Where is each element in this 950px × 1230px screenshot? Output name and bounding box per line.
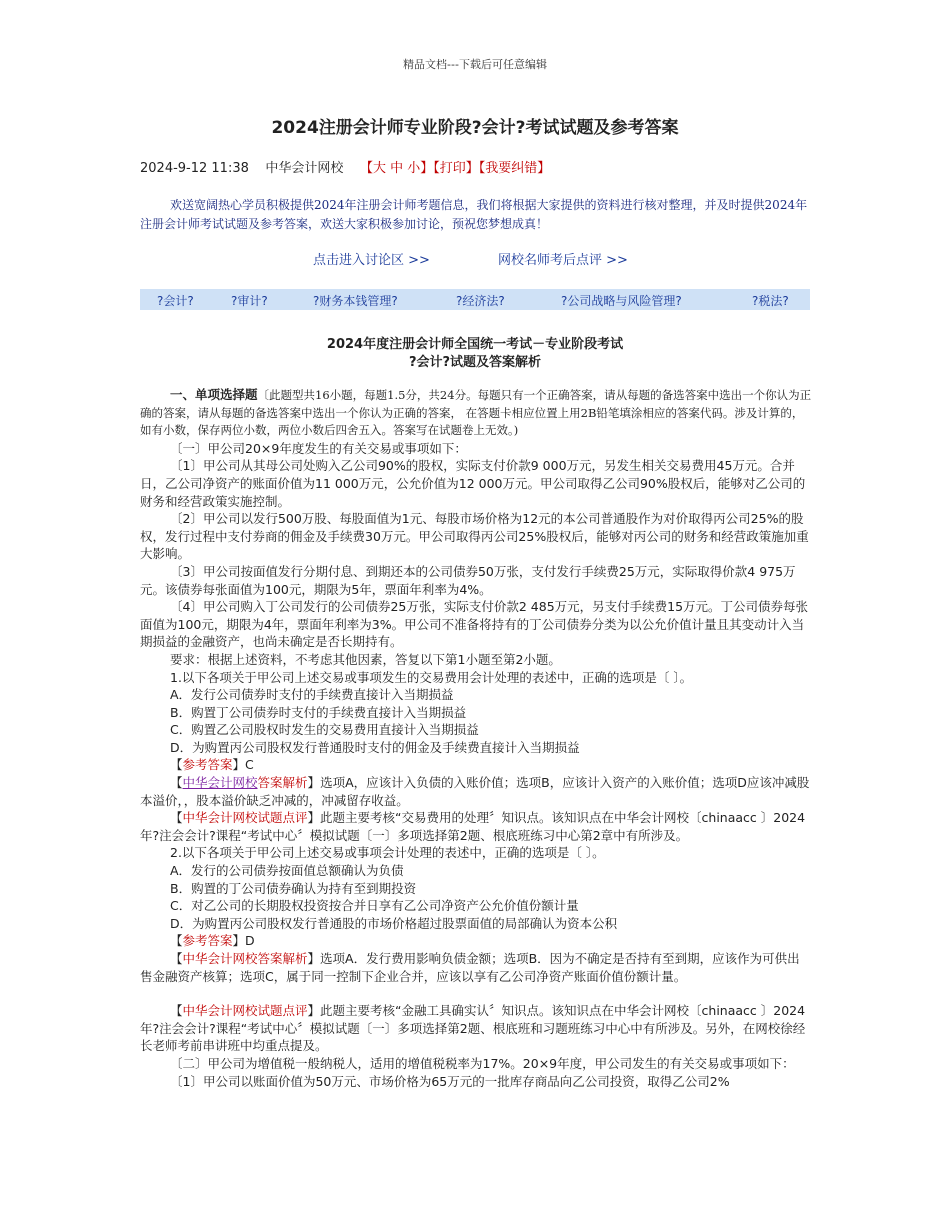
source-name: 中华会计网校 (265, 161, 344, 176)
exam-subtitle-line1: 2024年度注册会计师全国统一考试－专业阶段考试 (326, 337, 624, 352)
q1-answer-label: 参考答案 (182, 757, 233, 773)
teacher-review-link[interactable]: 网校名师考后点评 >> (498, 253, 628, 268)
q2-review-text: 此题主要考核“金融工具确实认〞知识点。该知识点在中华会计网校〔chinaacc 〕2024年?注会会计?课程“考试中心〞模拟试题〔一〕多项选择第2题、根底班和习题班练习中心中有所涉及。另外，在网校徐经长老师考前串讲班中均重点提及。 (140, 1003, 806, 1054)
section-heading (140, 386, 812, 440)
font-size-control[interactable]: 【大 中 小】 (359, 161, 434, 176)
q1-analysis-text: 选项A，应该计入负债的入账价值；选项B，应该计入资产的入账价值；选项D应该冲减股本溢价，，股本溢价缺乏冲减的，冲减留存收益。 (140, 775, 810, 808)
q1-review-text: 此题主要考核“交易费用的处理〞知识点。该知识点在中华会计网校〔chinaacc 〕2024年?注会会计?课程“考试中心〞模拟试题〔一〕多项选择第2题、根底班练习中心第2章中有所涉及。 (140, 810, 806, 843)
case2-intro: 〔二〕甲公司为增值税一般纳税人，适用的增值税税率为17%。20×9年度，甲公司发生的有关交易或事项如下： (170, 1055, 795, 1071)
q2-answer-value: D (245, 933, 255, 949)
section-title: 一、单项选择题 (170, 387, 258, 402)
discussion-link[interactable]: 点击进入讨论区 >> (313, 253, 430, 268)
header-note: 精品文档---下载后可任意编辑 (403, 58, 547, 71)
q1-analysis-label: 答案解析 (257, 775, 308, 791)
exam-subtitle-line2: ?会计?试题及答案解析 (408, 355, 542, 370)
publish-datetime: 2024-9-12 11:38 (140, 161, 249, 176)
q1-stem: 1.以下各项关于甲公司上述交易或事项发生的交易费用会计处理的表述中，正确的选项是〔 〕。 (170, 669, 693, 685)
q1-option-a: A．发行公司债券时支付的手续费直接计入当期损益 (170, 687, 454, 703)
case1-item-2: 〔2〕甲公司以发行500万股、每股面值为1元、每股市场价格为12元的本公司普通股作为对价取得丙公司25%的股权，发行过程中支付券商的佣金及手续费30万元。甲公司取得丙公司25%股权后，能够对丙公司的财务和经营政策施加重大影响。 (140, 511, 809, 562)
nav-accounting[interactable]: ?会计? (157, 294, 194, 308)
nav-strategy-risk[interactable]: ?公司战略与风险管理? (561, 294, 682, 308)
case1-intro: 〔一〕甲公司20×9年度发生的有关交易或事项如下： (170, 440, 467, 456)
q2-stem: 2.以下各项关于甲公司上述交易或事项会计处理的表述中，正确的选项是〔 〕。 (170, 845, 605, 861)
q1-answer: 【参考答案】C (170, 757, 254, 773)
nav-economic-law[interactable]: ?经济法? (456, 294, 505, 308)
q2-answer: 【参考答案】D (170, 933, 255, 949)
case1-item-3: 〔3〕甲公司按面值发行分期付息、到期还本的公司债券50万张，支付发行手续费25万元，实际取得价款4 975万元。该债券每张面值为100元，期限为5年，票面年利率为4%。 (140, 563, 796, 597)
q1-answer-value: C (245, 757, 254, 773)
section-description: 〔此题型共16小题，每题1.5分，共24分。每题只有一个正确答案，请从每题的备选答案中选出一个你认为正确的答案，请从每题的备选答案中选出一个你认为正确的答案， 在答题卡相应位置上用2B铅笔填涂相应的答案代码。涉及计算的，如有小数，保存两位小数，两位小数后四舍五入。答案写在试题卷上无效。) (140, 388, 812, 438)
q2-option-b: B．购置的丁公司债券确认为持有至到期投资 (170, 880, 417, 896)
case1-requirement: 要求：根据上述资料，不考虑其他因素，答复以下第1小题至第2小题。 (170, 651, 561, 667)
spacer (140, 985, 812, 1002)
q1-analysis-site-link[interactable]: 中华会计网校 (182, 775, 258, 791)
q2-option-c: C．对乙公司的长期股权投资按合并日享有乙公司净资产公允价值份额计量 (170, 898, 579, 914)
q2-option-a: A．发行的公司债券按面值总额确认为负债 (170, 863, 404, 879)
case1-item-1: 〔1〕甲公司从其母公司处购入乙公司90%的股权，实际支付价款9 000万元，另发生相关交易费用45万元。合并日，乙公司净资产的账面价值为11 000万元，公允价值为12 000万元。甲公司取得乙公司90%股权后，能够对乙公司的财务和经营政策实施控制。 (140, 458, 806, 509)
nav-audit[interactable]: ?审计? (231, 294, 268, 308)
q2-analysis-label: 中华会计网校答案解析 (182, 951, 308, 966)
article-meta (140, 157, 550, 176)
q2-review: 【中华会计网校试题点评】此题主要考核“金融工具确实认〞知识点。该知识点在中华会计网校〔chinaacc 〕2024年?注会会计?课程“考试中心〞模拟试题〔一〕多项选择第2题、根底班和习题班练习中心中有所涉及。另外，在网校徐经长老师考前串讲班中均重点提及。 (140, 1003, 806, 1054)
intro-paragraph: 欢送宽阔热心学员积极提供2024年注册会计师考题信息，我们将根据大家提供的资料进行核对整理，并及时提供2024年注册会计师考试试题及参考答案，欢送大家积极参加讨论，预祝您梦想成真！ (140, 198, 808, 231)
case2-item-1: 〔1〕甲公司以账面价值为50万元、市场价格为65万元的一批库存商品向乙公司投资，取得乙公司2% (170, 1073, 730, 1089)
q2-answer-label: 参考答案 (182, 933, 233, 949)
q2-analysis-text: 选项A．发行费用影响负债金额；选项B．因为不确定是否持有至到期，应该作为可供出售金融资产核算；选项C，属于同一控制下企业合并，应该以享有乙公司净资产账面价值份额计量。 (140, 951, 800, 984)
q1-option-c: C．购置乙公司股权时发生的交易费用直接计入当期损益 (170, 722, 479, 738)
q1-option-d: D．为购置丙公司股权发行普通股时支付的佣金及手续费直接计入当期损益 (170, 739, 580, 755)
q1-review: 【中华会计网校试题点评】此题主要考核“交易费用的处理〞知识点。该知识点在中华会计网校〔chinaacc 〕2024年?注会会计?课程“考试中心〞模拟试题〔一〕多项选择第2题、根底班练习中心第2章中有所涉及。 (140, 810, 806, 843)
subject-nav (140, 289, 810, 310)
q1-analysis: 【中华会计网校答案解析】选项A，应该计入负债的入账价值；选项B，应该计入资产的入账价值；选项D应该冲减股本溢价，，股本溢价缺乏冲减的，冲减留存收益。 (140, 775, 810, 808)
case1-item-4: 〔4〕甲公司购入丁公司发行的公司债券25万张，实际支付价款2 485万元，另支付手续费15万元。丁公司债券每张面值为100元，期限为4年，票面年利率为3%。甲公司不准备将持有的丁公司债券分类为以公允价值计量且其变动计入当期损益的金融资产，也尚未确定是否长期持有。 (140, 599, 809, 650)
q1-review-label: 中华会计网校试题点评 (182, 810, 308, 826)
q2-option-d: D．为购置丙公司股权发行普通股的市场价格超过股票面值的局部确认为资本公积 (170, 915, 618, 931)
print-link[interactable]: 【打印】 (433, 161, 479, 176)
page-title: 2024注册会计师专业阶段?会计?考试试题及参考答案 (271, 118, 679, 138)
nav-financial-cost-management[interactable]: ?财务本钱管理? (313, 294, 398, 308)
q1-option-b: B．购置丁公司债券时支付的手续费直接计入当期损益 (170, 704, 467, 720)
q2-analysis: 【中华会计网校答案解析】选项A．发行费用影响负债金额；选项B．因为不确定是否持有至到期，应该作为可供出售金融资产核算；选项C，属于同一控制下企业合并，应该以享有乙公司净资产账面价值份额计量。 (140, 951, 800, 984)
exam-body (140, 386, 812, 1090)
report-error-link[interactable]: 【我要纠错】 (478, 161, 551, 176)
q2-review-label: 中华会计网校试题点评 (182, 1003, 308, 1019)
nav-tax-law[interactable]: ?税法? (752, 294, 789, 308)
